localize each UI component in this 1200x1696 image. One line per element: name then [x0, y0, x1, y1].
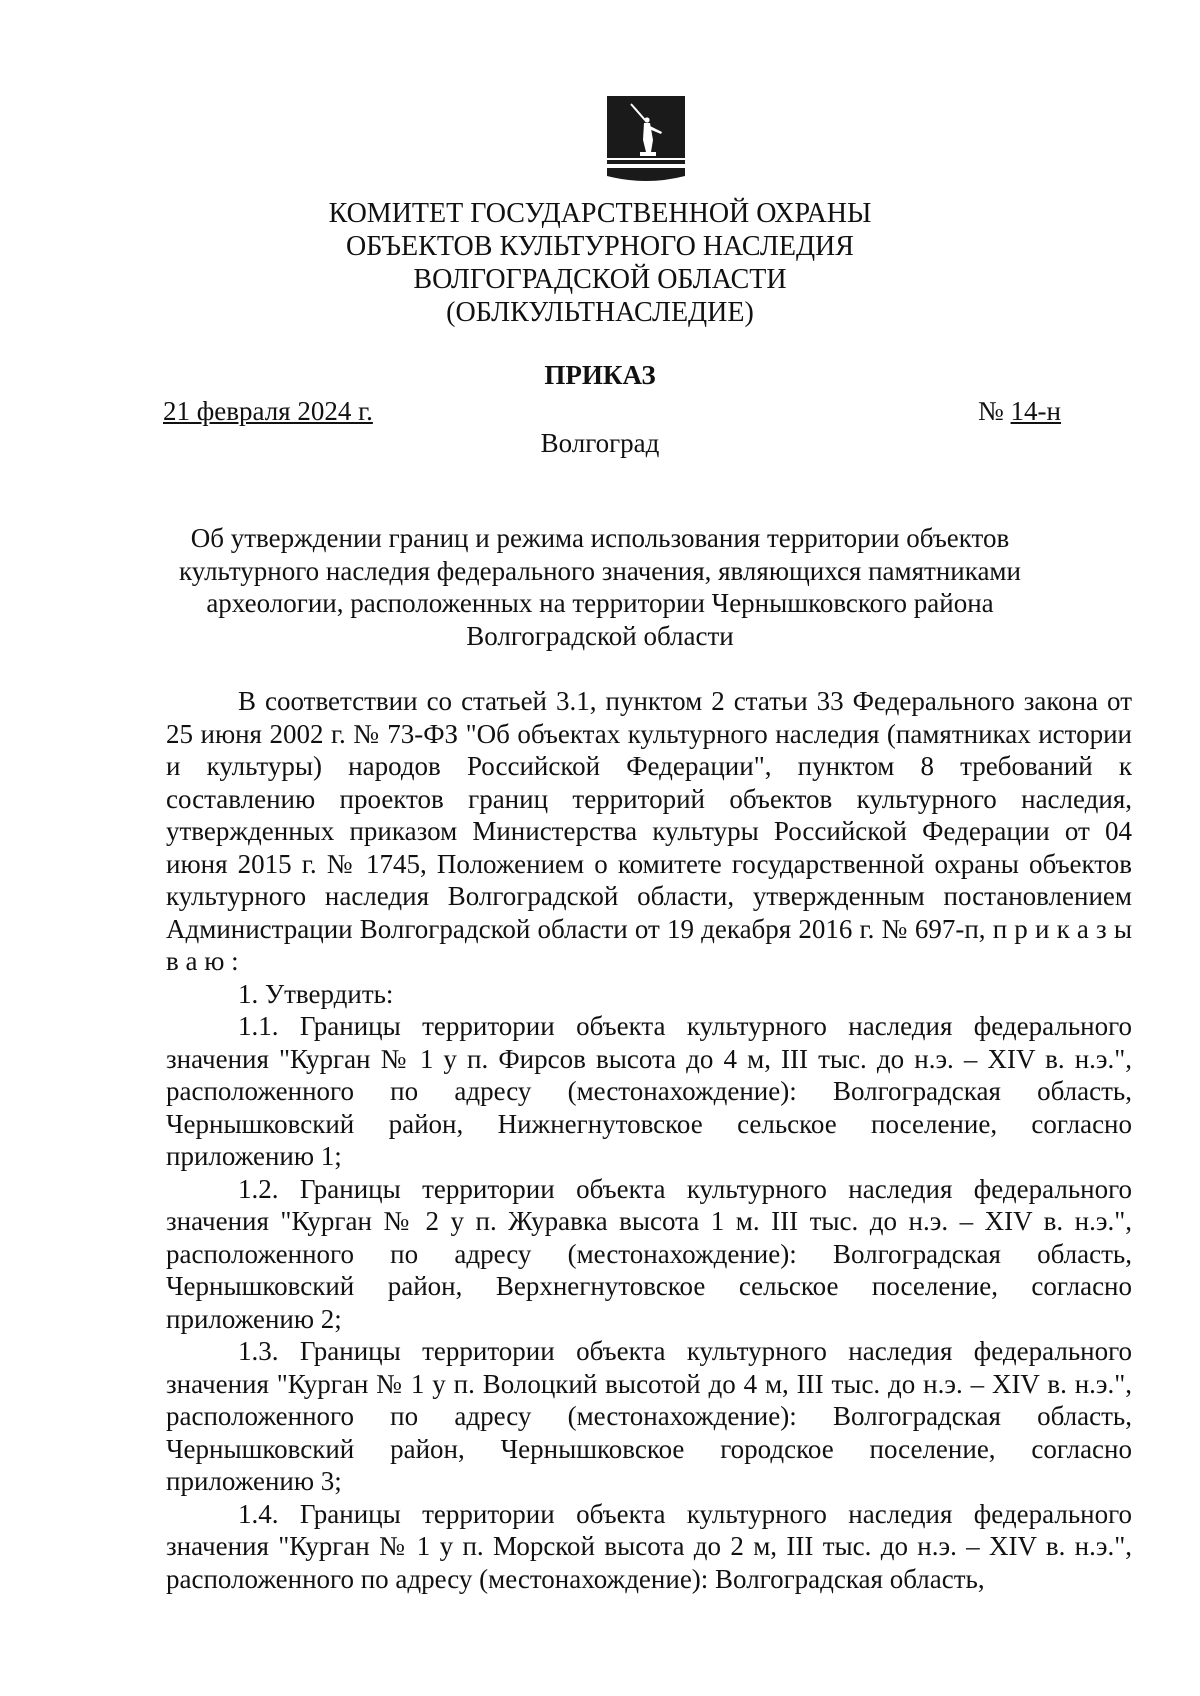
issue-city: Волгоград: [540, 428, 660, 458]
order-number-prefix: №: [978, 396, 1011, 426]
org-line: (ОБЛКУЛЬТНАСЛЕДИЕ): [446, 297, 754, 328]
issuing-authority: [0, 197, 1200, 329]
subject-line: археологии, расположенных на территории Чернышковского района: [206, 588, 994, 618]
org-line: КОМИТЕТ ГОСУДАРСТВЕННОЙ ОХРАНЫ: [328, 198, 872, 229]
subject-line: Об утверждении границ и режима использования территории объектов: [190, 523, 1010, 553]
order-date: 21 февраля 2024 г.: [163, 396, 373, 426]
subject-line: культурного наследия федерального значения, являющихся памятниками: [179, 555, 1021, 586]
volgograd-coat-of-arms-icon: [607, 96, 685, 182]
org-line: ОБЪЕКТОВ КУЛЬТУРНОГО НАСЛЕДИЯ: [346, 231, 854, 262]
item-1-3: 1.3. Границы территории объекта культурного наследия федерального значения "Курган № 1 у п. Волоцкий высотой до 4 м, III тыс. до н.э. – XIV в. н.э.", расположенного по адресу (местонахождение): Волгоградская область, Чернышковский район, Чернышковское городское поселение, согласно приложению 3;: [166, 1336, 1132, 1496]
order-body: [166, 685, 1132, 1595]
item-1-1: 1.1. Границы территории объекта культурного наследия федерального значения "Курган № 1 у п. Фирсов высота до 4 м, III тыс. до н.э. – XIV в. н.э.", расположенного по адресу (местонахождение): Волгоградская область, Чернышковский район, Нижнегнутовское сельское поселение, согласно приложению 1;: [166, 1011, 1132, 1171]
order-number: 14-н: [1010, 396, 1061, 426]
subject-line: Волгоградской области: [466, 620, 734, 651]
document-type-title: ПРИКАЗ: [544, 360, 656, 390]
item-1-approve: 1. Утвердить:: [238, 978, 394, 1009]
order-subject: [0, 522, 1200, 652]
item-1-4: 1.4. Границы территории объекта культурного наследия федерального значения "Курган № 1 у п. Морской высота до 2 м, III тыс. до н.э. – XIV в. н.э.", расположенного по адресу (местонахождение): Волгоградская область,: [166, 1498, 1132, 1594]
order-number-line: [978, 395, 1061, 427]
item-1-2: 1.2. Границы территории объекта культурного наследия федерального значения "Курган № 2 у п. Журавка высота 1 м. III тыс. до н.э. – XIV в. н.э.", расположенного по адресу (местонахождение): Волгоградская область, Чернышковский район, Верхнегнутовское сельское поселение, согласно приложению 2;: [166, 1173, 1132, 1334]
preamble-paragraph: В соответствии со статьей 3.1, пунктом 2 статьи 33 Федерального закона от 25 июня 2002 г. № 73-ФЗ "Об объектах культурного наследия (памятниках истории и культуры) народов Российской Федерации", пунктом 8 требований к составлению проектов границ территорий объектов культурного наследия, утвержденных приказом Министерства культуры Российской Федерации от 04 июня 2015 г. № 1745, Положением о комитете государственной охраны объектов культурного наследия Волгоградской области, утвержденным постановлением Администрации Волгоградской области от 19 декабря 2016 г. № 697-п, п р и к а з ы в а ю :: [166, 686, 1132, 976]
org-line: ВОЛГОГРАДСКОЙ ОБЛАСТИ: [413, 264, 787, 295]
